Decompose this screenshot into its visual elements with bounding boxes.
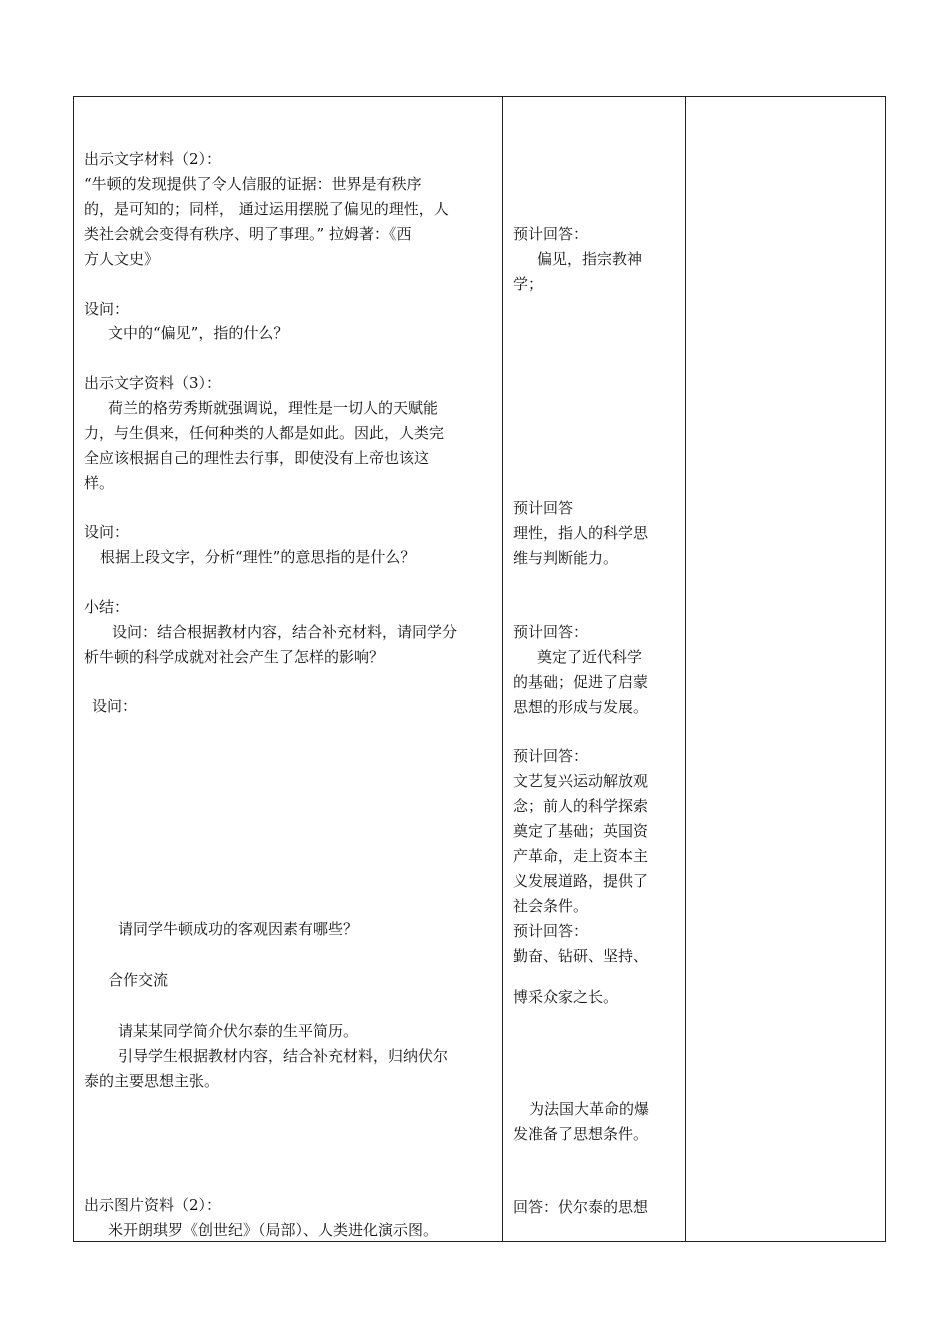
answer-text: 奠定了近代科学 — [537, 648, 643, 666]
answer-text: 勤奋、钻研、坚持、 — [513, 947, 649, 965]
material-line: 样。 — [84, 474, 115, 492]
answer-text: 理性，指人的科学思 — [513, 524, 649, 542]
question-text: 设问：结合根据教材内容，结合补充材料，请同学分 — [112, 623, 458, 641]
answer-text: 奠定了基础；英国资 — [513, 822, 649, 840]
question-text: 根据上段文字，分析“理性”的意思指的是什么？ — [100, 548, 416, 566]
answer-text: 文艺复兴运动解放观 — [513, 772, 649, 790]
column-divider — [685, 97, 686, 1241]
question-text: 析牛顿的科学成就对社会产生了怎样的影响？ — [84, 648, 385, 666]
quote-line: 类社会就会变得有秩序、明了事理。” 拉姆著：《西 — [84, 225, 412, 243]
material-line: 全应该根据自己的理性去行事，即使没有上帝也该这 — [84, 449, 430, 467]
answer-heading: 预计回答： — [513, 225, 589, 243]
answer-text: 念；前人的科学探索 — [513, 797, 649, 815]
activity-text: 引导学生根据教材内容，结合补充材料，归纳伏尔 — [118, 1047, 449, 1065]
answer-text: 产革命，走上资本主 — [513, 847, 649, 865]
answer-heading: 预计回答： — [513, 623, 589, 641]
material-heading: 出示文字资料（3）： — [84, 374, 222, 392]
column-divider — [502, 97, 503, 1241]
summary-heading: 小结： — [84, 598, 130, 616]
question-heading: 设问： — [84, 523, 130, 541]
quote-line: “牛顿的发现提供了令人信服的证据：世界是有秩序 — [84, 175, 422, 193]
answer-heading: 预计回答： — [513, 922, 589, 940]
question-text: 文中的“偏见”，指的什么？ — [108, 324, 289, 342]
answer-text: 维与判断能力。 — [513, 549, 619, 567]
answer-text: 学； — [513, 275, 544, 293]
material-line: 力，与生俱来，任何种类的人都是如此。因此，人类完 — [84, 424, 445, 442]
answer-text: 义发展道路，提供了 — [513, 872, 649, 890]
answer-text: 为法国大革命的爆 — [529, 1100, 650, 1118]
question-heading: 设问： — [92, 697, 138, 715]
material-heading: 出示图片资料（2）： — [84, 1196, 222, 1214]
answer-heading: 预计回答 — [513, 499, 574, 517]
question-heading: 设问： — [84, 300, 130, 318]
material-heading: 出示文字材料（2）： — [84, 150, 222, 168]
activity-text: 请某某同学简介伏尔泰的生平简历。 — [118, 1022, 359, 1040]
activity-text: 合作交流 — [108, 971, 169, 989]
answer-text: 思想的形成与发展。 — [513, 698, 649, 716]
answer-text: 博采众家之长。 — [513, 988, 619, 1006]
activity-text: 泰的主要思想主张。 — [84, 1072, 220, 1090]
answer-text: 回答：伏尔泰的思想 — [513, 1198, 649, 1216]
answer-text: 社会条件。 — [513, 897, 589, 915]
answer-text: 偏见，指宗教神 — [537, 250, 643, 268]
material-line: 米开朗琪罗《创世纪》（局部）、人类进化演示图。 — [108, 1221, 439, 1239]
answer-heading: 预计回答： — [513, 747, 589, 765]
question-text: 请同学牛顿成功的客观因素有哪些？ — [118, 920, 359, 938]
answer-text: 发准备了思想条件。 — [513, 1125, 649, 1143]
material-line: 荷兰的格劳秀斯就强调说，理性是一切人的天赋能 — [108, 399, 439, 417]
quote-source: 方人文史》 — [84, 250, 160, 268]
answer-text: 的基础；促进了启蒙 — [513, 673, 649, 691]
quote-line: 的，是可知的；同样， 通过运用摆脱了偏见的理性，人 — [84, 200, 449, 218]
